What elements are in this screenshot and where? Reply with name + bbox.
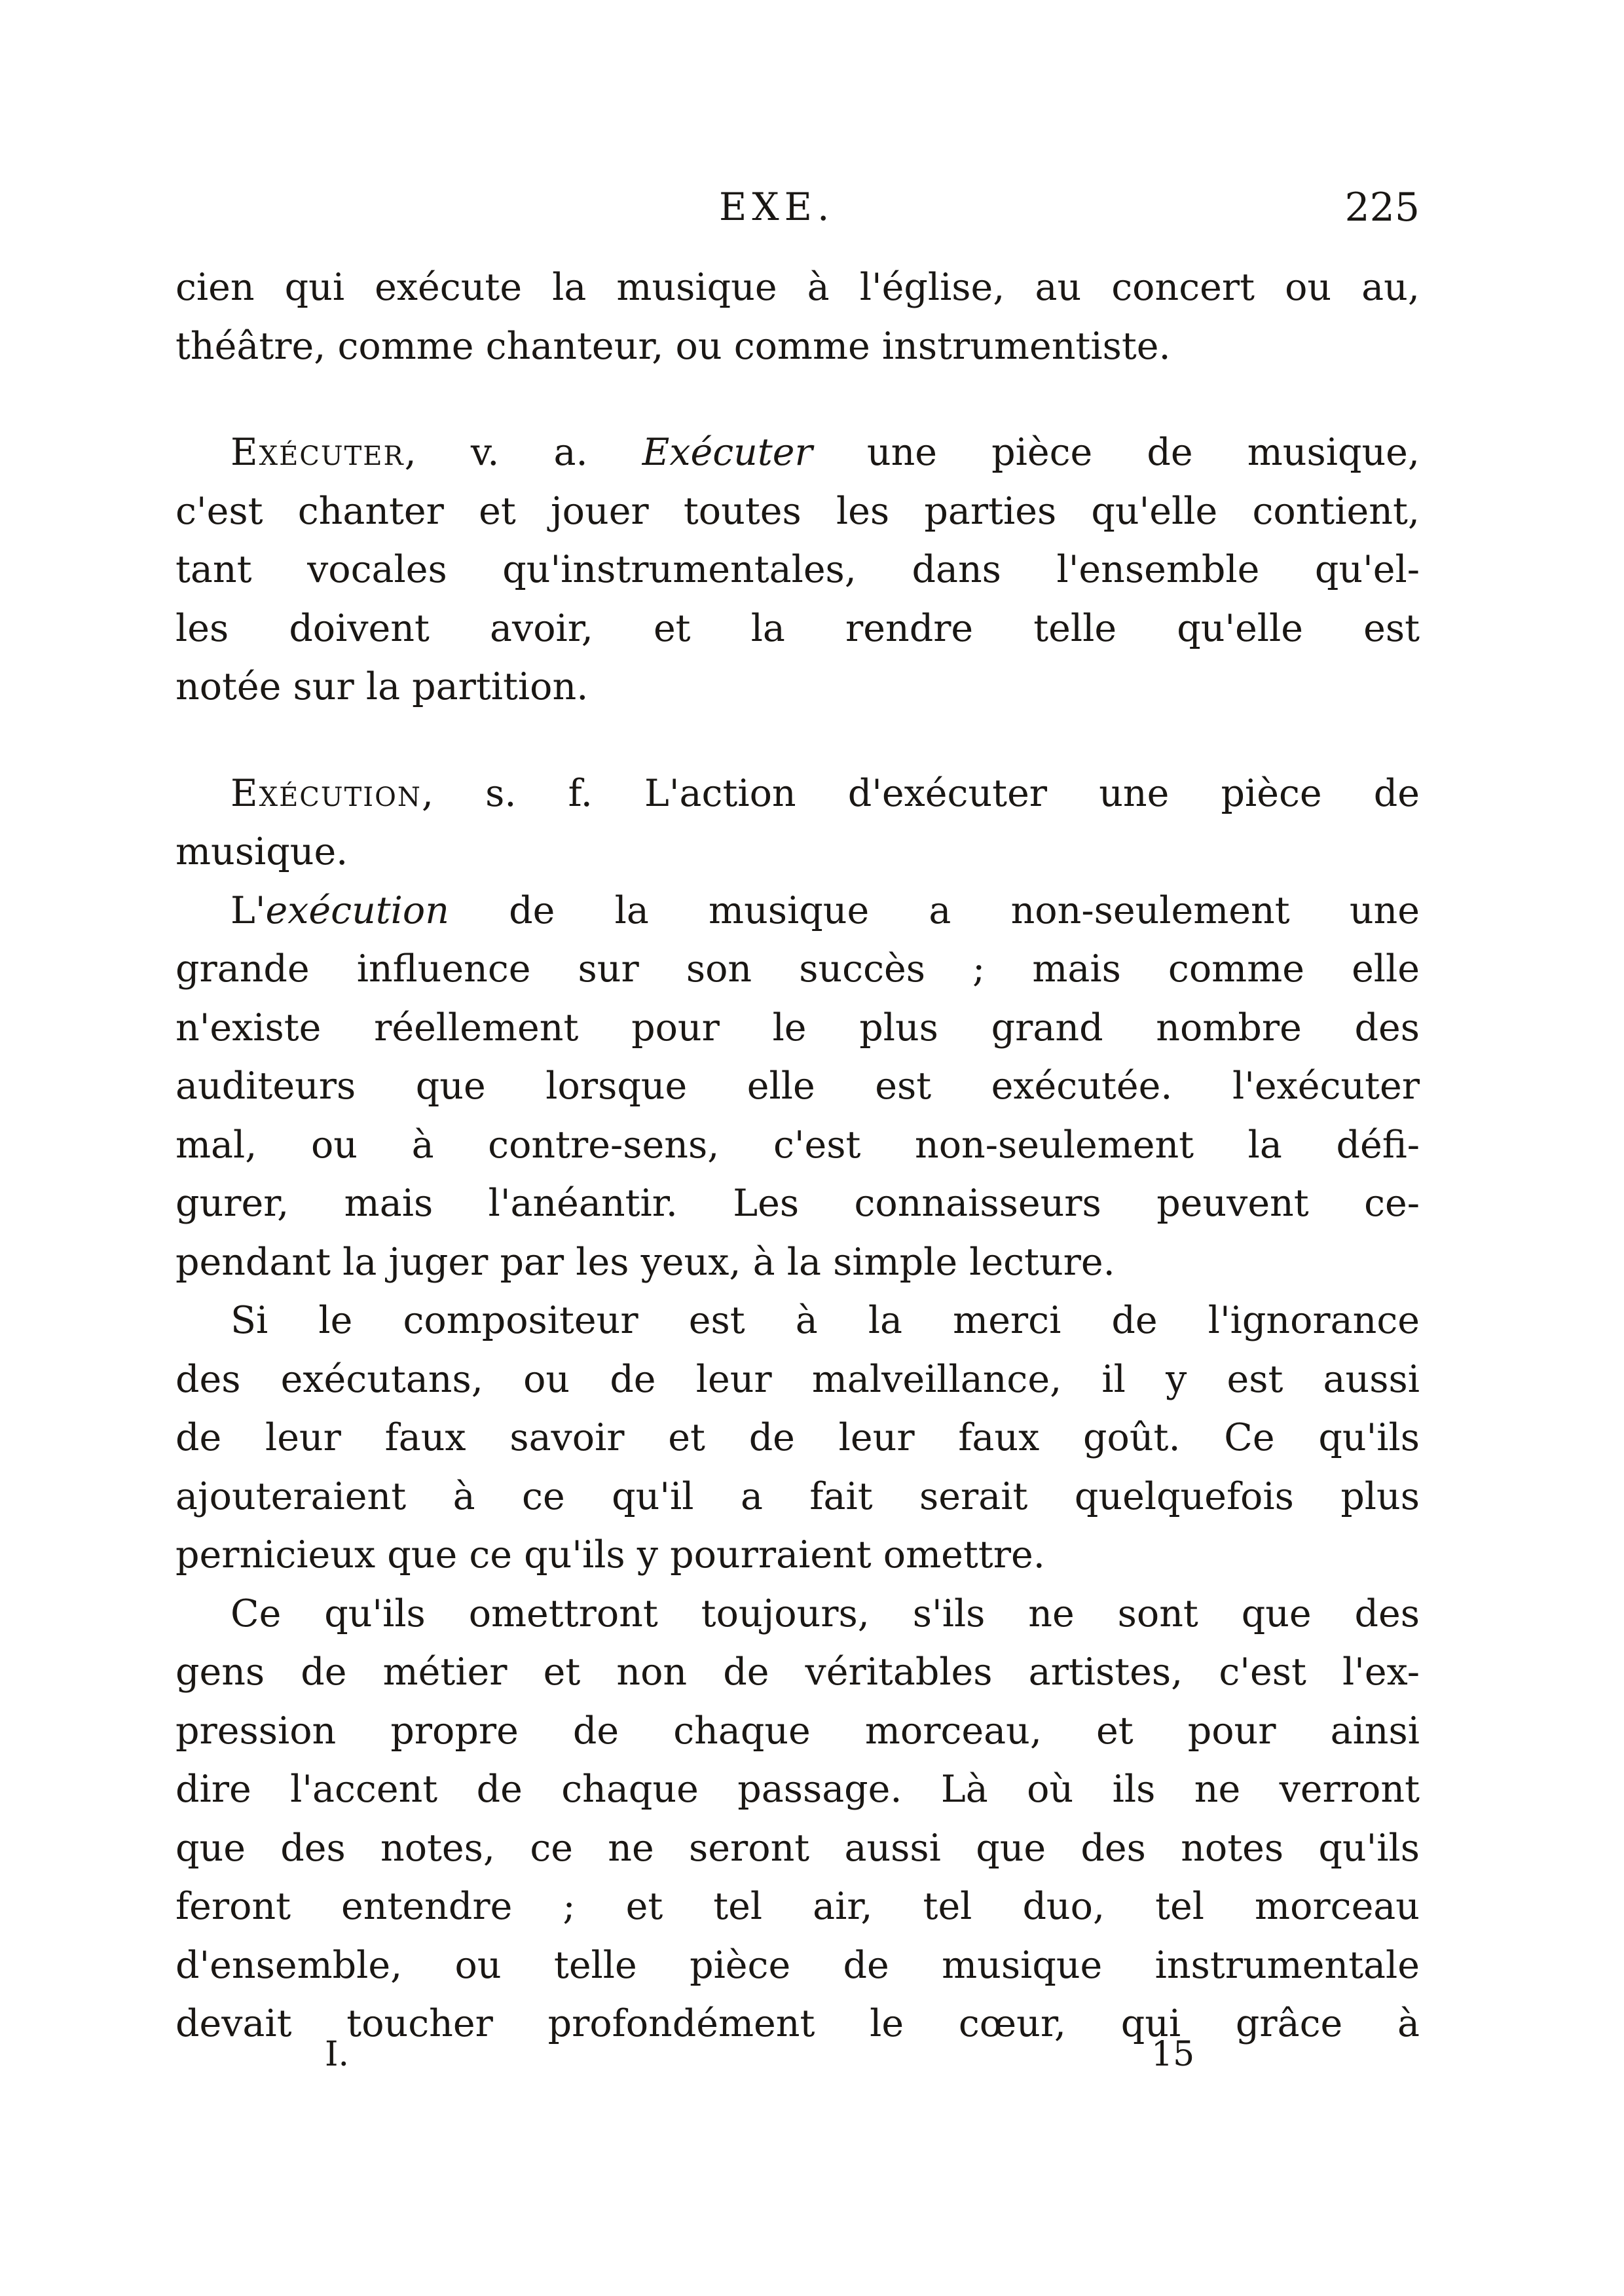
text-fragment: , s. f. L'action d'exécuter une pièce de: [421, 771, 1420, 815]
text-line: pression propre de chaque morceau, et pour ainsi: [175, 1709, 1420, 1753]
paragraph: [175, 1292, 1420, 1585]
text-fragment: L': [231, 888, 266, 932]
italic-term: exécution: [265, 888, 449, 932]
body-text: [175, 259, 1420, 2054]
text-line: notée sur la partition.: [175, 665, 589, 708]
text-line: feront entendre ; et tel air, tel duo, tel morceau: [175, 1885, 1420, 1928]
paragraph-continuation: [175, 259, 1420, 376]
signature-number: 15: [1151, 2035, 1195, 2074]
headword: Exécuter: [231, 431, 405, 474]
text-line: théâtre, comme chanteur, ou comme instrumentiste.: [175, 324, 1171, 368]
paragraph-first-line: [175, 882, 1420, 941]
text-line: les doivent avoir, et la rendre telle qu'elle est: [175, 606, 1420, 650]
text-line: gens de métier et non de véritables artistes, c'est l'ex-: [175, 1650, 1420, 1694]
entry-first-line: [175, 424, 1420, 483]
running-head: EXE.: [719, 185, 835, 229]
text-line: c'est chanter et jouer toutes les parties qu'elle contient,: [175, 489, 1420, 533]
text-line: n'existe réellement pour le plus grand nombre des: [175, 1006, 1420, 1049]
paragraph-first-line: Si le compositeur est à la merci de l'ignorance: [231, 1299, 1420, 1342]
text-line: des exécutans, ou de leur malveillance, il y est aussi: [175, 1357, 1420, 1401]
page-footer: [175, 2035, 1420, 2087]
italic-term: Exécuter: [642, 431, 813, 474]
text-fragment: une pièce de musique,: [866, 431, 1420, 474]
text-line: dire l'accent de chaque passage. Là où ils ne verront: [175, 1768, 1420, 1811]
text-line: cien qui exécute la musique à l'église, au concert ou au,: [175, 266, 1420, 309]
entry-executer: [175, 424, 1420, 717]
text-line: grande influence sur son succès ; mais comme elle: [175, 947, 1420, 991]
text-line: gurer, mais l'anéantir. Les connaisseurs peuvent ce-: [175, 1182, 1420, 1225]
entry-execution: [175, 765, 1420, 882]
text-line: ajouteraient à ce qu'il a fait serait quelquefois plus: [175, 1474, 1420, 1518]
text-line: tant vocales qu'instrumentales, dans l'ensemble qu'el-: [175, 548, 1420, 591]
signature-mark: I.: [325, 2035, 350, 2074]
headword: Exécution: [231, 771, 422, 815]
page-header: [175, 185, 1420, 244]
text-line: auditeurs que lorsque elle est exécutée. l'exécuter: [175, 1065, 1420, 1108]
grammar-label: , v. a.: [404, 431, 588, 474]
text-line: d'ensemble, ou telle pièce de musique instrumentale: [175, 1943, 1420, 1987]
text-line: que des notes, ce ne seront aussi que des notes qu'ils: [175, 1826, 1420, 1870]
text-line: musique.: [175, 830, 348, 873]
text-fragment: de la musique a non-seulement une: [509, 888, 1420, 932]
entry-first-line: [175, 765, 1420, 824]
text-line: devait toucher profondément le cœur, qui grâce à: [175, 2002, 1420, 2045]
text-line: pendant la juger par les yeux, à la simple lecture.: [175, 1240, 1115, 1284]
paragraph-first-line: Ce qu'ils omettront toujours, s'ils ne sont que des: [231, 1592, 1420, 1635]
page-number: 225: [1344, 185, 1420, 230]
text-line: pernicieux que ce qu'ils y pourraient omettre.: [175, 1533, 1045, 1576]
text-line: de leur faux savoir et de leur faux goût. Ce qu'ils: [175, 1416, 1420, 1459]
paragraph: [175, 1585, 1420, 2054]
paragraph: [175, 882, 1420, 1292]
text-line: mal, ou à contre-sens, c'est non-seulement la défi-: [175, 1123, 1420, 1167]
